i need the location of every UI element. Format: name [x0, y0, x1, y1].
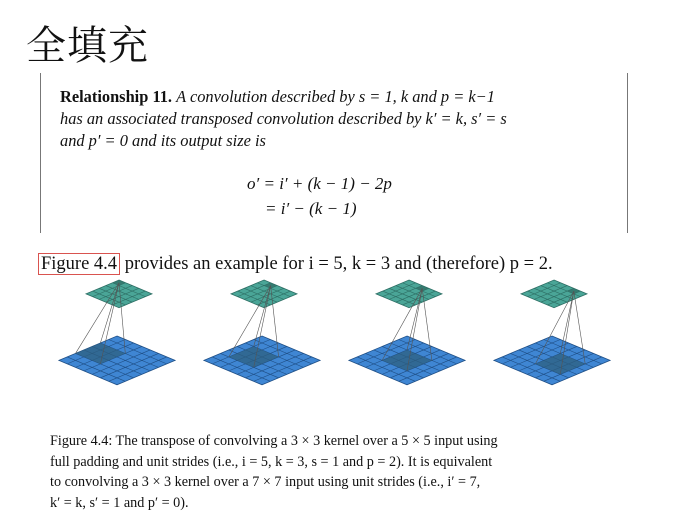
page-heading: 全填充 [26, 23, 149, 69]
relationship-line-3: and p′ = 0 and its output size is [60, 131, 266, 150]
equation-line-1: o′ = i′ + (k − 1) − 2p [247, 174, 392, 193]
top-grid-4 [521, 280, 587, 308]
bottom-grid-1 [59, 336, 175, 385]
right-rule [627, 73, 628, 233]
relationship-label: Relationship 11. [60, 87, 173, 106]
relationship-line-1: A convolution described by s = 1, k and p = k−1 [176, 87, 495, 106]
relationship-text [60, 86, 620, 152]
left-rule [40, 73, 41, 233]
top-grid-2 [231, 280, 297, 308]
caption-line-4: k′ = k, s′ = 1 and p′ = 0). [50, 494, 189, 511]
figure-4-4-illustration [55, 278, 635, 418]
caption-line-1: Figure 4.4: The transpose of convolving a 3 × 3 kernel over a 5 × 5 input using [50, 433, 498, 449]
figure-4-4-link[interactable]: Figure 4.4 [38, 253, 120, 275]
relationship-line-2: has an associated transposed convolution described by k′ = k, s′ = s [60, 109, 507, 128]
top-grid-3 [376, 280, 442, 308]
equation-line-2: = i′ − (k − 1) [265, 199, 357, 218]
reference-rest: provides an example for i = 5, k = 3 and (therefore) p = 2. [120, 254, 553, 274]
caption-line-2: full padding and unit strides (i.e., i = 5, k = 3, s = 1 and p = 2). It is equivalent [50, 453, 493, 470]
figure-reference-sentence [38, 254, 553, 275]
caption-line-3: to convolving a 3 × 3 kernel over a 7 × 7 input using unit strides (i.e., i′ = 7, [50, 474, 481, 490]
figure-caption [50, 431, 610, 513]
